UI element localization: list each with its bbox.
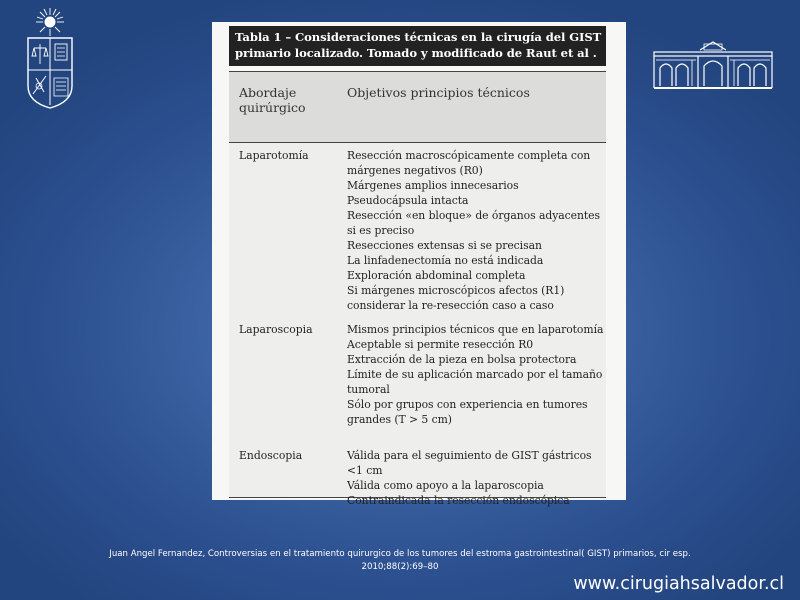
principle-item: Sólo por grupos con experiencia en tumores grandes (T > 5 cm) (347, 398, 588, 426)
university-crest-icon (24, 8, 76, 110)
principle-item: Contraindicada la resección endoscópica (347, 494, 570, 507)
row-label-endoscopia: Endoscopia (239, 449, 303, 462)
website-url: www.cirugiahsalvador.cl (573, 574, 784, 594)
principle-item: Válida para el seguimiento de GIST gástricos <1 cm (347, 449, 592, 477)
principle-item: Márgenes amplios innecesarios (347, 179, 519, 192)
principle-item: Resección macroscópicamente completa con márgenes negativos (R0) (347, 149, 591, 177)
citation-line-2: 2010;88(2):69–80 (361, 562, 439, 572)
principle-item: Pseudocápsula intacta (347, 194, 469, 207)
row-principles-endoscopia (347, 448, 605, 508)
row-label-laparotomia: Laparotomía (239, 149, 309, 162)
principle-item: Extracción de la pieza en bolsa protectora (347, 353, 577, 366)
principle-item: Válida como apoyo a la laparoscopia (347, 479, 544, 492)
principle-item: Resección «en bloque» de órganos adyacentes si es preciso (347, 209, 600, 237)
citation-text (0, 548, 800, 574)
principle-item: La linfadenectomía no está indicada (347, 254, 544, 267)
row-principles-laparotomia (347, 148, 605, 313)
principle-item: Si márgenes microscópicos afectos (R1) considerar la re-resección caso a caso (347, 284, 565, 312)
row-label-laparoscopia: Laparoscopia (239, 323, 313, 336)
column-header-principles: Objetivos principios técnicos (347, 85, 530, 100)
table-caption: Tabla 1 – Consideraciones técnicas en la cirugía del GIST primario localizado. Tomado y modificado de Raut et al . (229, 26, 606, 66)
table-image (212, 22, 626, 507)
table-header (229, 71, 606, 143)
principle-item: Exploración abdominal completa (347, 269, 526, 282)
principle-item: Resecciones extensas si se precisan (347, 239, 542, 252)
principle-item: Límite de su aplicación marcado por el tamaño tumoral (347, 368, 603, 396)
table-body (229, 143, 606, 507)
row-principles-laparoscopia (347, 322, 605, 427)
principle-item: Mismos principios técnicos que en laparotomía (347, 323, 604, 336)
hospital-building-icon (652, 40, 774, 92)
citation-line-1: Juan Angel Fernandez, Controversias en el tratamiento quirurgico de los tumores del estroma gastrointestinal( GIST) primarios, cir esp. (109, 549, 691, 559)
principle-item: Aceptable si permite resección R0 (347, 338, 534, 351)
column-header-approach: Abordaje quirúrgico (239, 85, 306, 115)
